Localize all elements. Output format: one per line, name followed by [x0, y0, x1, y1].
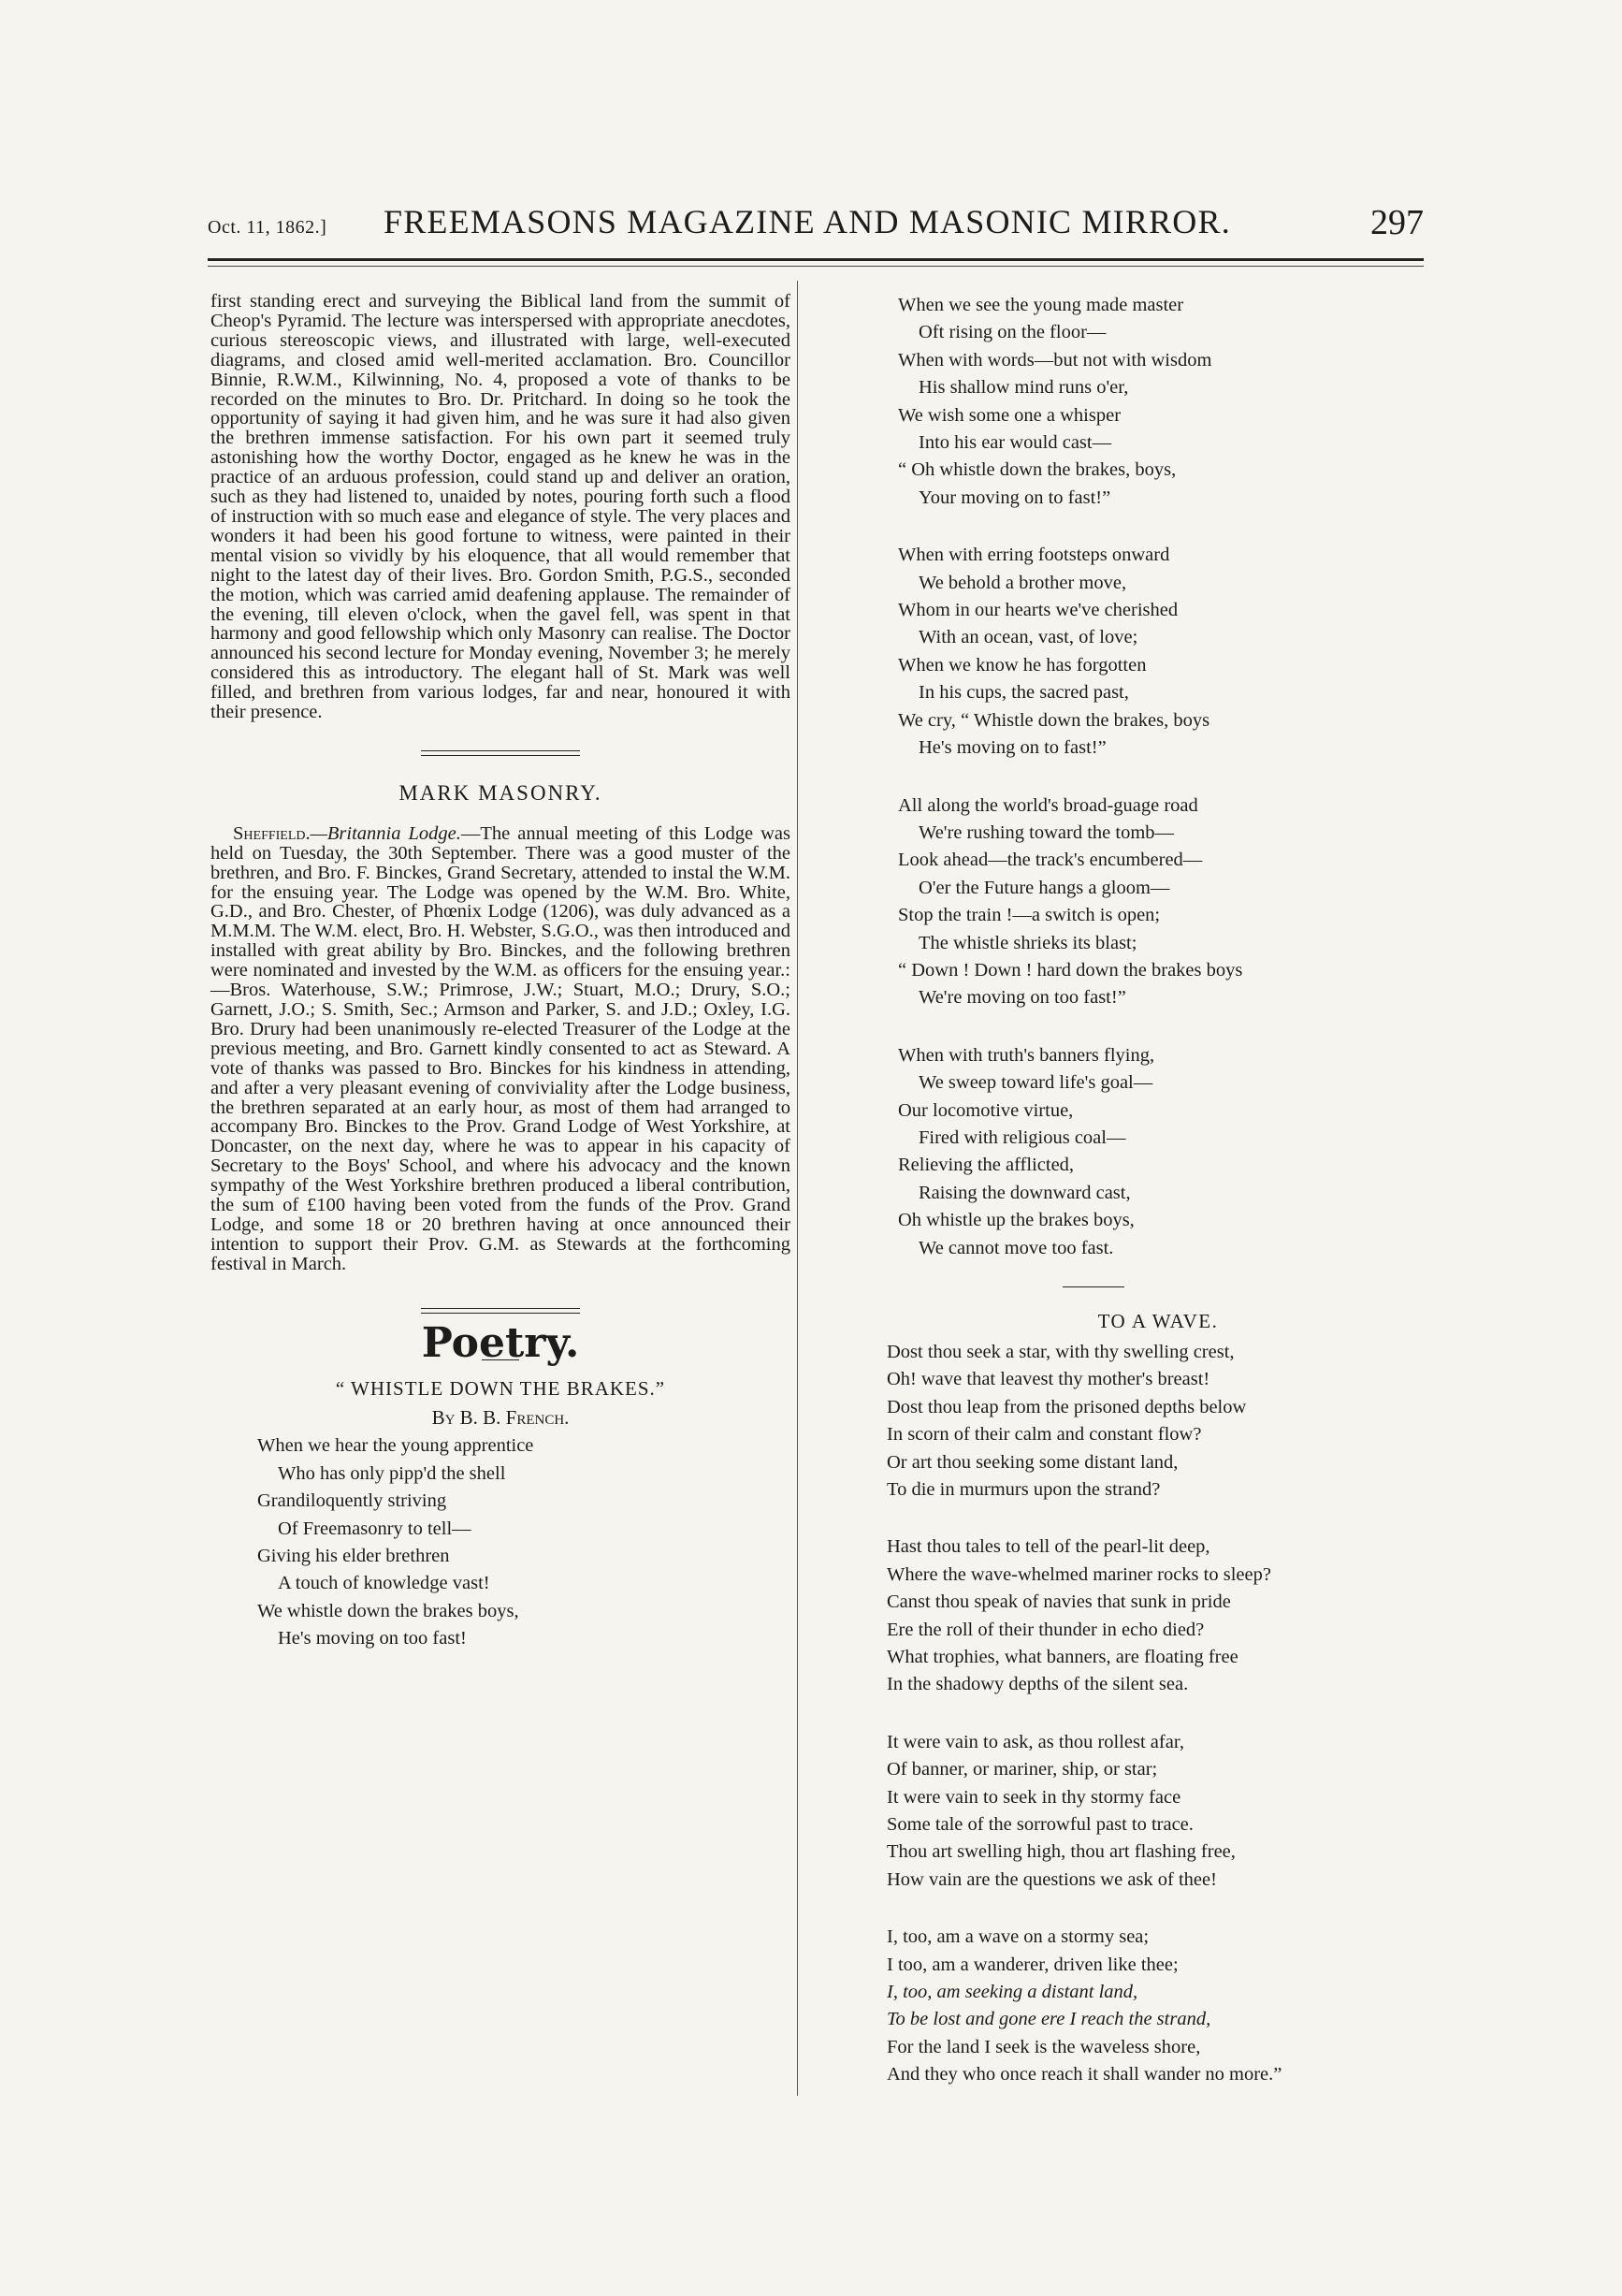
- poem-line: Thou art swelling high, thou art flashing free,: [887, 1841, 1236, 1863]
- poem-line: Ere the roll of their thunder in echo died?: [887, 1619, 1205, 1640]
- poem-line: How vain are the questions we ask of thee!: [887, 1868, 1217, 1890]
- poem-line: In the shadowy depths of the silent sea.: [887, 1674, 1189, 1695]
- poem-line: For the land I seek is the waveless shore,: [887, 2036, 1201, 2057]
- article-body: —The annual meeting of this Lodge was held on Tuesday, the 30th September. There was a good muster of the brethren, and Bro. F. Binckes, Grand Secretary, attended to instal the W.M. for the ensuing year. The Lodge was opened by the W.M. Bro. White, G.D., and Bro. Chester, of Phœnix Lodge (1206), was duly advanced as a M.M.M. The W.M. elect, Bro. H. Webster, S.G.O., was then introduced and installed with great ability by Bro. Binckes, and the following brethren were nominated and invested by the W.M. as officers for the ensuing year.:—Bros. Waterhouse, S.W.; Primrose, J.W.; Stuart, M.O.; Drury, S.O.; Garnett, J.O.; S. Smith, Sec.; Armson and Parker, S. and J.D.; Oxley, I.G. Bro. Drury had been unanimously re-elected Treasurer of the Lodge at the previous meeting, and Bro. Garnett kindly consented to act as Steward. A vote of thanks was passed to Bro. Binckes for his kindness in attending, and after a very pleasant evening of conviviality after the Lodge business, the brethren separated at an early hour, as most of them had arranged to accompany Bro. Binckes to the Prov. Grand Lodge of West Yorkshire, at Doncaster, on the next day, where he was to appear in his capacity of Secretary to the Boys' School, and where his advocacy and the known sympathy of the West Yorkshire brethren produced a liberal contribution, the sum of £100 having been voted from the funds of the Prov. Grand Lodge, and some 18 or 20 brethren having at once announced their intention to support their Prov. G.M. as Stewards at the forthcoming festival in March.: [210, 822, 790, 1274]
- column-divider: [797, 281, 798, 2096]
- poem-line: Look ahead—the track's encumbered—: [898, 850, 1203, 871]
- poem-line: Whom in our hearts we've cherished: [898, 600, 1179, 621]
- poem-stanza: [898, 542, 1429, 762]
- poem-line: Who has only pipp'd the shell: [278, 1462, 506, 1484]
- right-column: [887, 292, 1429, 2089]
- poem-line: I too, am a wanderer, driven like thee;: [887, 1954, 1179, 1975]
- poem-line: O'er the Future hangs a gloom—: [919, 877, 1170, 898]
- poem-line: We cannot move too fast.: [919, 1237, 1114, 1258]
- poem-line: We cry, “ Whistle down the brakes, boys: [898, 709, 1210, 731]
- section-divider: [421, 750, 580, 760]
- poem-line: Oft rising on the floor—: [919, 322, 1107, 343]
- intro-paragraph: first standing erect and surveying the Biblical land from the summit of Cheop's Pyramid. The lecture was interspersed with appropriate anecdotes, curious stereoscopic views, and illustrated with large, well-executed diagrams, and closed amid well-merited acclamation. Bro. Councillor Binnie, R.W.M., Kilwinning, No. 4, proposed a vote of thanks to be recorded on the minutes to Bro. Dr. Pritchard. In doing so he took the opportunity of saying it had given him, and he was sure it had also given the brethren immense satisfaction. For his own part it seemed truly astonishing how the worthy Doctor, engaged as he knew he was in the practice of an arduous profession, could stand up and deliver an oration, such as they had listened to, unaided by notes, pouring forth such a flood of instruction with so much ease and elegance of style. The very places and wonders it had been his good fortune to witness, were painted in their mental vision so vividly by his eloquence, that all would remember that night to the latest day of their lives. Bro. Gordon Smith, P.G.S., seconded the motion, which was carried amid deafening applause. The remainder of the evening, till eleven o'clock, when the gavel fell, was spent in that harmony and good fellowship which only Masonry can realise. The Doctor announced his second lecture for Monday evening, November 3; he merely considered this as introductory. The elegant hall of St. Mark was well filled, and brethren from various lodges, far and near, honoured it with their presence.: [210, 291, 790, 723]
- poem-line: He's moving on to fast!”: [919, 737, 1107, 759]
- poem-stanza: [887, 1729, 1429, 1894]
- poem-line: Dost thou leap from the prisoned depths below: [887, 1396, 1247, 1417]
- poem-line: Of banner, or mariner, ship, or star;: [887, 1759, 1158, 1780]
- poem-line: A touch of knowledge vast!: [278, 1573, 490, 1594]
- poem-line: Where the wave-whelmed mariner rocks to sleep?: [887, 1563, 1271, 1585]
- article-lodge: —Britannia Lodge.: [310, 822, 461, 844]
- poem-line: When with words—but not with wisdom: [898, 349, 1212, 371]
- poem-line: It were vain to seek in thy stormy face: [887, 1786, 1181, 1808]
- poem-line: We sweep toward life's goal—: [919, 1072, 1153, 1094]
- poem-line: Oh! wave that leavest thy mother's breast!: [887, 1369, 1210, 1390]
- poem-line: Stop the train !—a switch is open;: [898, 905, 1161, 926]
- poem-line: “ Oh whistle down the brakes, boys,: [898, 459, 1177, 481]
- poem-stanza: [887, 1533, 1429, 1698]
- left-column: [210, 292, 790, 1653]
- poem-line: To be lost and gone ere I reach the strand,: [887, 2009, 1211, 2030]
- poem-line: Relieving the afflicted,: [898, 1155, 1075, 1176]
- header-rule: [208, 258, 1424, 261]
- poem-line: When we see the young made master: [898, 295, 1184, 315]
- poem-line: In his cups, the sacred past,: [919, 682, 1129, 704]
- poem-title: “ WHISTLE DOWN THE BRAKES.”: [335, 1376, 666, 1400]
- poem-line: The whistle shrieks its blast;: [919, 932, 1137, 953]
- poem-line: Or art thou seeking some distant land,: [887, 1451, 1179, 1473]
- poem-separator: [1063, 1286, 1124, 1287]
- poem-line: To die in murmurs upon the strand?: [887, 1478, 1161, 1500]
- poem-line: When we know he has forgotten: [898, 654, 1147, 676]
- poem-line: Into his ear would cast—: [919, 432, 1112, 454]
- poem-whistle-part2: [887, 292, 1429, 1262]
- poem-line: “ Down ! Down ! hard down the brakes boys: [898, 959, 1243, 981]
- poem-to-a-wave: [887, 1339, 1429, 2089]
- poem-stanza: [898, 792, 1429, 1012]
- poem-line: When we hear the young apprentice: [257, 1435, 534, 1457]
- mark-masonry-article: [210, 824, 790, 1274]
- poem-line: Giving his elder brethren: [257, 1546, 450, 1567]
- poem-line: Oh whistle up the brakes boys,: [898, 1210, 1135, 1231]
- poem-line: Grandiloquently striving: [257, 1490, 447, 1512]
- poem-stanza: [887, 1924, 1429, 2088]
- page-number: 297: [1370, 203, 1424, 242]
- poem-line: Fired with religious coal—: [919, 1126, 1126, 1148]
- poem-line: It were vain to ask, as thou rollest afar,: [887, 1731, 1184, 1752]
- poem-line: When with truth's banners flying,: [898, 1044, 1155, 1066]
- poem-line: Raising the downward cast,: [919, 1182, 1131, 1203]
- section-divider: [421, 1308, 580, 1317]
- poem-stanza: [898, 292, 1429, 512]
- poem-line: He's moving on too fast!: [278, 1628, 467, 1649]
- poem-line: With an ocean, vast, of love;: [919, 627, 1138, 648]
- poem-line: What trophies, what banners, are floating free: [887, 1646, 1238, 1667]
- poem-line: We whistle down the brakes boys,: [257, 1600, 519, 1621]
- poem-line: Some tale of the sorrowful past to trace.: [887, 1814, 1194, 1835]
- poem-line: I, too, am a wave on a stormy sea;: [887, 1926, 1150, 1948]
- poem-stanza: [898, 1042, 1429, 1262]
- article-place: Sheffield.: [233, 822, 311, 844]
- header-rule-thin: [208, 266, 1424, 267]
- poem-line: Canst thou speak of navies that sunk in pride: [887, 1591, 1231, 1613]
- poem-line: Of Freemasonry to tell—: [278, 1518, 471, 1539]
- page-header: [208, 202, 1424, 249]
- poem-line: Your moving on to fast!”: [919, 487, 1111, 508]
- poem-stanza: [887, 1339, 1429, 1504]
- poem-title: TO A WAVE.: [1097, 1310, 1219, 1332]
- poetry-heading: Poetry.: [421, 1318, 580, 1367]
- issue-date: Oct. 11, 1862.]: [208, 217, 327, 238]
- mark-masonry-title: MARK MASONRY.: [398, 780, 602, 805]
- poem-line: We behold a brother move,: [919, 572, 1127, 593]
- poem-line: I, too, am seeking a distant land,: [887, 1982, 1138, 2003]
- poem-line: We're rushing toward the tomb—: [919, 821, 1175, 843]
- poem-byline: By B. B. French.: [431, 1405, 570, 1429]
- publication-title: FREEMASONS MAGAZINE AND MASONIC MIRROR.: [384, 203, 1231, 240]
- poem-line: Dost thou seek a star, with thy swelling crest,: [887, 1341, 1235, 1362]
- poem-line: In scorn of their calm and constant flow?: [887, 1424, 1202, 1446]
- poem-line: We're moving on too fast!”: [919, 987, 1126, 1009]
- poem-line: Hast thou tales to tell of the pearl-lit deep,: [887, 1536, 1210, 1558]
- poem-line: When with erring footsteps onward: [898, 545, 1170, 566]
- poem-line: We wish some one a whisper: [898, 404, 1122, 426]
- poem-whistle-part1: [210, 1432, 790, 1652]
- poem-line: Our locomotive virtue,: [898, 1099, 1074, 1121]
- poem-line: His shallow mind runs o'er,: [919, 377, 1129, 399]
- poem-line: All along the world's broad-guage road: [898, 794, 1198, 816]
- poem-line: And they who once reach it shall wander no more.”: [887, 2064, 1282, 2085]
